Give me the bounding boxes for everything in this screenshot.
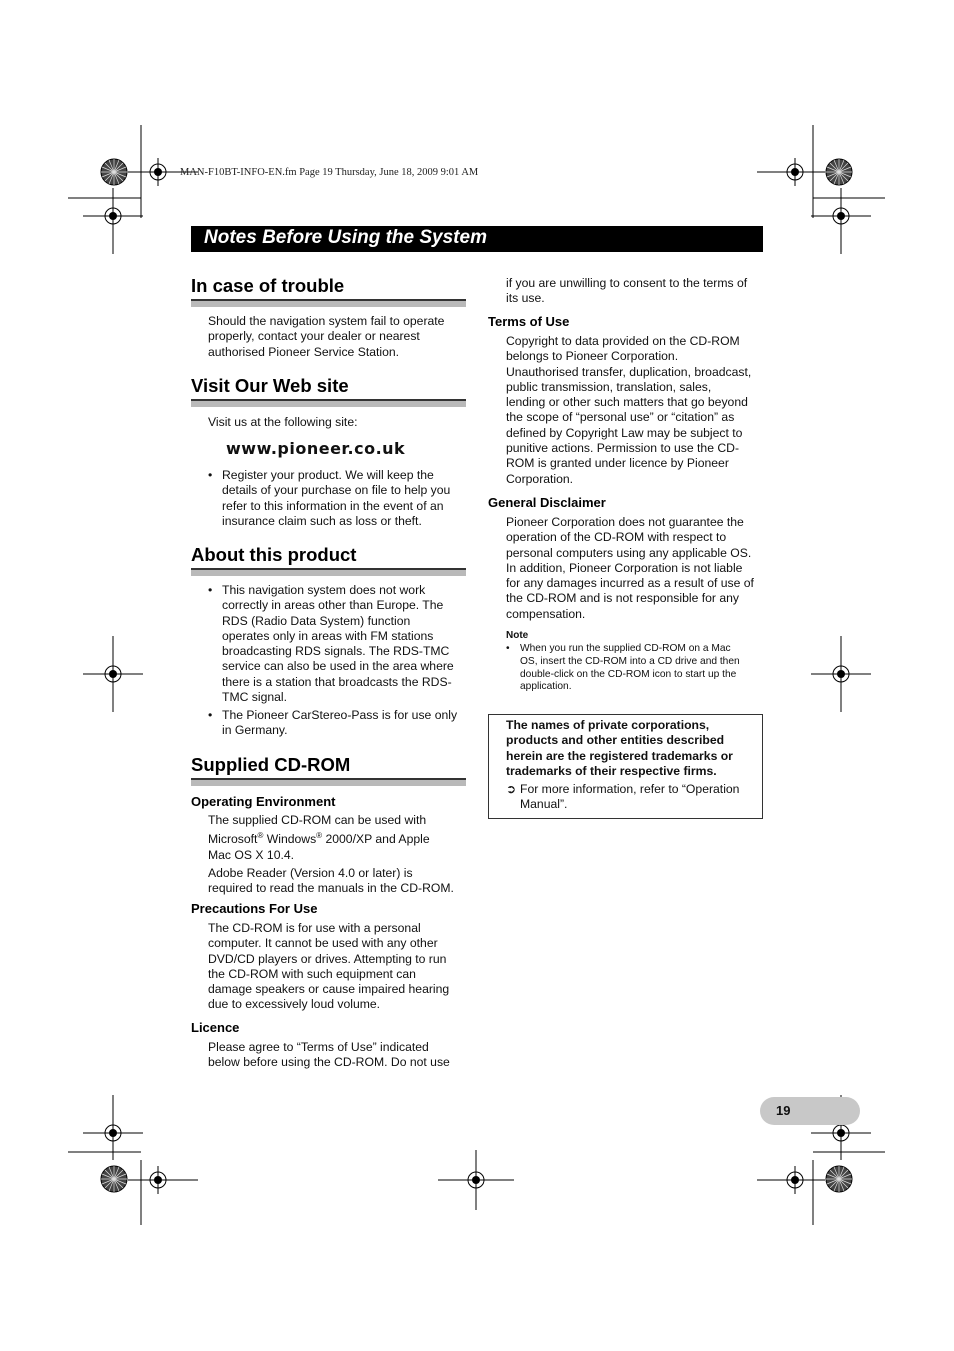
europe-bullet: This navigation system does not work correctly in areas other than Europe. The RDS (Radio Data System) function operates only in areas with FM stations broadcasting RDS signals. The RDS-TMC service can also be used in the area where there is a station that broadcasts the RDS- TMC signal. — [222, 583, 454, 705]
licence-text-continued: if you are unwilling to consent to the terms of its use. — [506, 276, 748, 306]
file-info-header: MAN-F10BT-INFO-EN.fm Page 19 Thursday, June 18, 2009 9:01 AM — [180, 167, 479, 178]
terms-heading: Terms of Use — [488, 314, 570, 329]
register-bullet: Register your product. We will keep the details of your purchase on file to help you refer to this information in the event of an insurance claim such as loss or theft. — [222, 468, 451, 528]
web-heading: Visit Our Web site — [191, 375, 349, 396]
reference-text: For more information, refer to “Operation Manual”. — [520, 782, 740, 812]
section-rule — [191, 299, 466, 307]
bullet: • — [506, 643, 510, 654]
page-number: 19 — [776, 1103, 791, 1118]
bullet: • — [208, 708, 213, 722]
env-heading: Operating Environment — [191, 794, 336, 809]
note-text: When you run the supplied CD-ROM on a Mac OS, insert the CD-ROM into a CD drive and then double-click on the CD-ROM icon to start up the application. — [520, 643, 740, 693]
disclaimer-heading: General Disclaimer — [488, 495, 606, 510]
env-text: The supplied CD-ROM can be used with Microsoft® Windows® 2000/XP and Apple Mac OS X 10.4. Adobe Reader (Version 4.0 or later) is required to read the manuals in the CD-ROM. — [208, 813, 454, 896]
precautions-text: The CD-ROM is for use with a personal computer. It cannot be used with any other DVD/CD players or drives. Attempting to run the CD-ROM with such equipment can damage speakers or cause impaired hearing due to excessively loud volume. — [208, 921, 450, 1012]
arrow-icon: ➲ — [506, 782, 517, 796]
section-rule — [191, 568, 466, 576]
section-rule — [191, 399, 466, 407]
licence-text: Please agree to “Terms of Use” indicated below before using the CD-ROM. Do not use — [208, 1040, 450, 1070]
bullet: • — [208, 468, 213, 482]
section-rule — [191, 778, 466, 786]
page-number-tab — [760, 1097, 860, 1125]
page-title: Notes Before Using the System — [204, 227, 487, 248]
web-intro: Visit us at the following site: — [208, 415, 358, 429]
bullet: • — [208, 583, 213, 597]
about-heading: About this product — [191, 544, 357, 565]
precautions-heading: Precautions For Use — [191, 901, 318, 916]
terms-text: Copyright to data provided on the CD-ROM belongs to Pioneer Corporation. Unauthorised transfer, duplication, broadcast, public transmission, translation, sales, lending or other such matters that go beyond the scope of “personal use” or “citation” as defined by Copyright Law may be subject to punitive actions. Permission to use the CD- ROM is granted under licence by Pioneer Corporation. — [506, 334, 752, 486]
licence-heading: Licence — [191, 1020, 240, 1035]
trouble-text: Should the navigation system fail to operate properly, contact your dealer or nearest authorised Pioneer Service Station. — [208, 314, 445, 359]
trademark-text: The names of private corporations, products and other entities described herein are the registered trademarks or trademarks of their respective firms. — [506, 718, 733, 778]
website-url[interactable]: www.pioneer.co.uk — [226, 439, 406, 458]
trouble-heading: In case of trouble — [191, 275, 345, 296]
note-heading: Note — [506, 630, 529, 641]
carstereo-bullet: The Pioneer CarStereo-Pass is for use only in Germany. — [222, 708, 458, 738]
disclaimer-text: Pioneer Corporation does not guarantee the operation of the CD-ROM with respect to personal computers using any applicable OS. In addition, Pioneer Corporation is not liable for any damages incurred as a result of use of the CD-ROM and is not responsible for any compensation. — [506, 515, 754, 621]
cdrom-heading: Supplied CD-ROM — [191, 754, 351, 775]
page-title-bar — [191, 226, 763, 252]
